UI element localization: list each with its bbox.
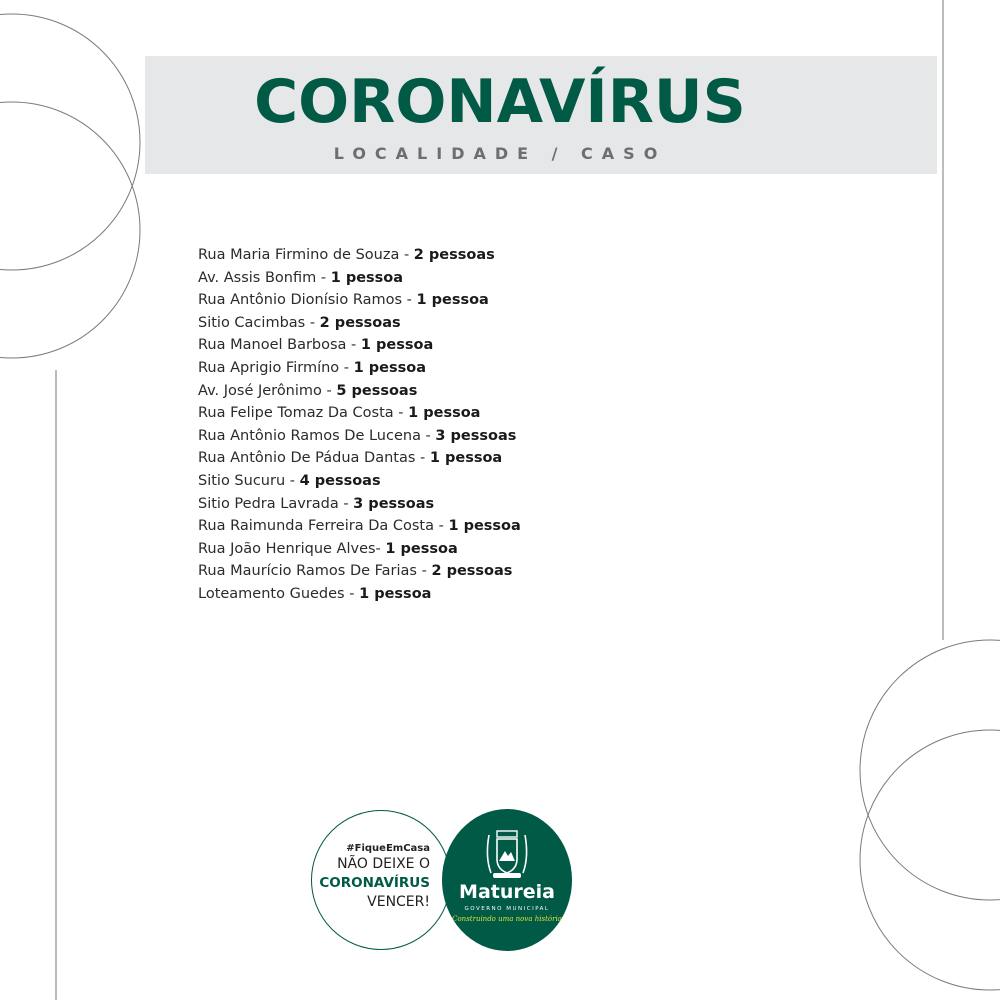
municipal-badge xyxy=(442,809,572,951)
case-count: 1 pessoa xyxy=(353,359,426,376)
case-count: 1 pessoa xyxy=(416,292,489,309)
list-item xyxy=(198,289,521,312)
case-location: Sitio Pedra Lavrada - xyxy=(198,495,354,512)
municipal-brand: Matureia xyxy=(459,881,555,903)
city-crest-icon xyxy=(477,827,537,885)
case-count: 1 pessoa xyxy=(429,450,503,467)
list-item xyxy=(198,402,521,425)
case-count: 4 pessoas xyxy=(299,472,381,489)
case-count: 1 pessoa xyxy=(385,540,458,557)
list-item xyxy=(198,447,521,470)
case-location: Rua Antônio Ramos De Lucena - xyxy=(198,427,436,444)
list-item xyxy=(198,267,521,290)
case-location: Rua Maurício Ramos De Farias - xyxy=(198,563,432,580)
page-subtitle: LOCALIDADE / CASO xyxy=(333,144,667,163)
case-location: Av. Assis Bonfim - xyxy=(198,269,331,286)
list-item xyxy=(198,493,521,516)
case-count: 3 pessoas xyxy=(435,427,517,444)
list-item xyxy=(198,560,521,583)
case-location: Rua Felipe Tomaz Da Costa - xyxy=(198,405,409,422)
case-count: 5 pessoas xyxy=(336,382,418,399)
list-item xyxy=(198,334,521,357)
case-location: Rua Raimunda Ferreira Da Costa - xyxy=(198,518,449,535)
campaign-line-1: NÃO DEIXE O xyxy=(337,856,430,872)
municipal-slogan: Construindo uma nova história xyxy=(452,915,562,923)
list-item xyxy=(198,425,521,448)
case-count: 1 pessoa xyxy=(448,518,521,535)
case-count: 1 pessoa xyxy=(360,337,434,354)
case-count: 2 pessoas xyxy=(431,563,513,580)
case-location: Rua Aprigio Firmíno - xyxy=(198,359,354,376)
case-count: 1 pessoa xyxy=(330,269,404,286)
list-item xyxy=(198,357,521,380)
case-count: 1 pessoa xyxy=(359,585,432,602)
case-location: Rua Maria Firmino de Souza - xyxy=(198,247,414,263)
case-list xyxy=(198,244,521,606)
case-location: Sitio Sucuru - xyxy=(198,472,300,489)
list-item xyxy=(198,470,521,493)
case-location: Rua Antônio De Pádua Dantas - xyxy=(198,450,430,467)
list-item xyxy=(198,515,521,538)
campaign-badge xyxy=(311,810,451,950)
case-location: Rua Antônio Dionísio Ramos - xyxy=(198,292,417,309)
case-location: Loteamento Guedes - xyxy=(198,585,360,602)
campaign-line-2: CORONAVÍRUS xyxy=(319,875,430,891)
case-count: 2 pessoas xyxy=(413,247,495,263)
list-item xyxy=(198,312,521,335)
list-item xyxy=(198,538,521,561)
case-location: Rua João Henrique Alves- xyxy=(198,540,386,557)
municipal-subtitle: GOVERNO MUNICIPAL xyxy=(464,906,550,912)
list-item xyxy=(198,244,521,267)
case-location: Rua Manoel Barbosa - xyxy=(198,337,361,354)
case-location: Av. José Jerônimo - xyxy=(198,382,337,399)
page-title: CORONAVÍRUS xyxy=(254,67,746,137)
case-count: 1 pessoa xyxy=(408,405,481,422)
list-item xyxy=(198,583,521,606)
case-location: Sitio Cacimbas - xyxy=(198,314,320,331)
list-item xyxy=(198,380,521,403)
campaign-hashtag: #FiqueEmCasa xyxy=(346,843,430,854)
campaign-line-3: VENCER! xyxy=(367,894,430,910)
case-count: 3 pessoas xyxy=(353,495,435,512)
case-count: 2 pessoas xyxy=(319,314,401,331)
